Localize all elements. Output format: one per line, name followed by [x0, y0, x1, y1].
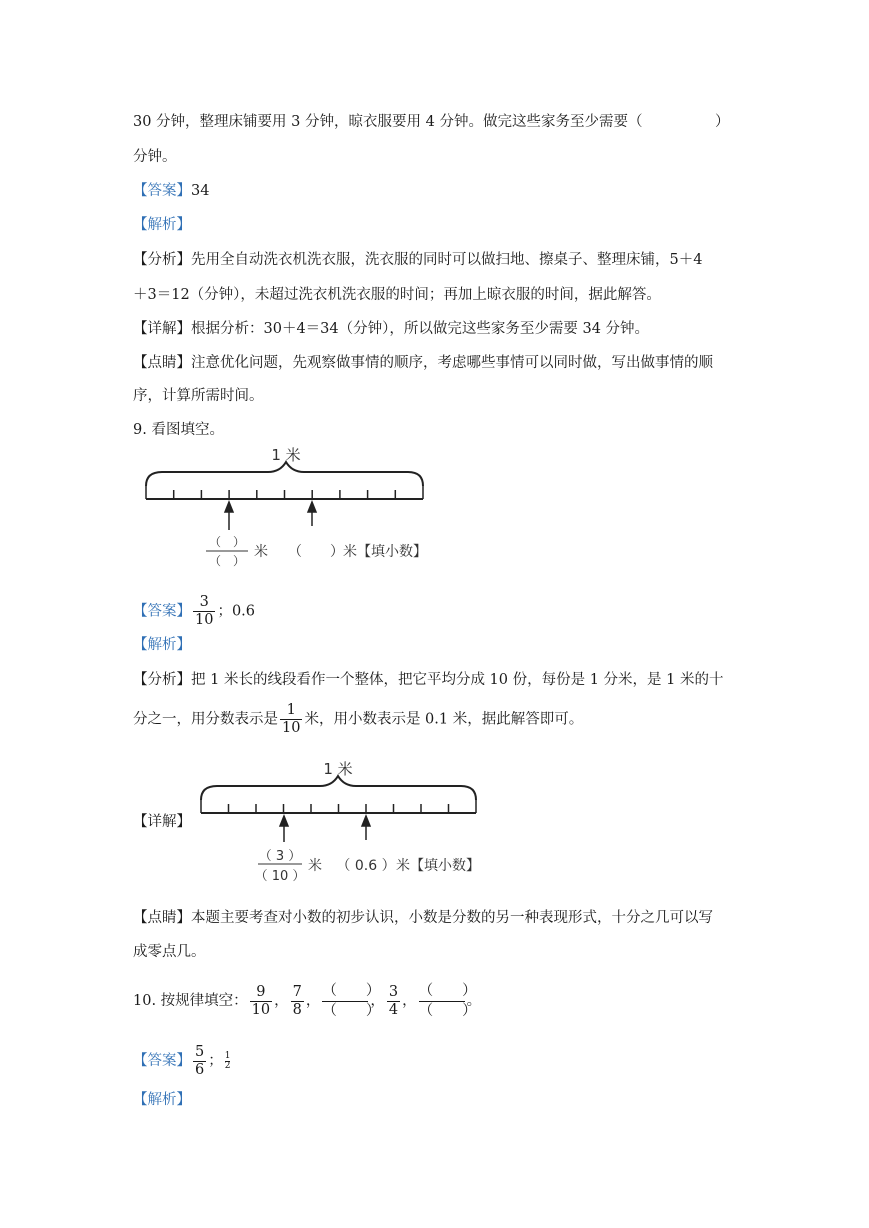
q8-jiexi-tag: 【解析】 [133, 217, 191, 233]
unit-label: 米 [254, 544, 268, 560]
q8-fenxi-line1: 【分析】先用全自动洗衣机洗衣服，洗衣服的同时可以做扫地、擦桌子、整理床铺，5＋4 [133, 252, 703, 268]
answer-frac-bottom: （ 10 ） [254, 869, 306, 884]
decimal-answer: （ 0.6 ） [336, 858, 396, 874]
q10-title: 10. 按规律填空： $\frac{9}{10}$ ， $\frac{7}{8}$ ， $\frac{( )}{( )}$ ， $\frac{3}{4}$ ， $\frac{( )}{( )}$ 。 [133, 982, 482, 1019]
ruler-ticks [146, 486, 423, 499]
answer-tag: 【答案】 [133, 1053, 191, 1069]
arrow-up-icon [308, 502, 316, 526]
q9-dianjing-line1: 【点睛】本题主要考查对小数的初步认识，小数是分数的另一种表现形式，十分之几可以写 [133, 910, 713, 926]
q8-dianjing-line1: 【点睛】注意优化问题，先观察做事情的顺序，考虑哪些事情可以同时做，写出做事情的顺 [133, 355, 713, 371]
fraction-7-8: $\frac{7}{8}$ [292, 983, 302, 1018]
blank-decimal: （ ） [288, 544, 344, 560]
q9-jiexi-tag: 【解析】 [133, 637, 191, 653]
q8-text-line1: 30 分钟，整理床铺要用 3 分钟，晾衣服要用 4 分钟。做完这些家务至少需要（ ） [133, 114, 730, 130]
dianjing-tag: 【点睛】 [133, 910, 191, 926]
figure-label-1m: 1 米 [271, 446, 301, 464]
blank-fraction: $\frac{( )}{( )}$ [322, 982, 381, 1019]
fraction-3-4: $\frac{3}{4}$ [388, 983, 399, 1018]
answer-fraction: $\frac{5}{6}$ [195, 1043, 205, 1078]
q8-xiangjie: 【详解】根据分析：30＋4＝34（分钟），所以做完这些家务至少需要 34 分钟。 [133, 321, 650, 337]
q8-dianjing-line2: 序，计算所需时间。 [133, 388, 264, 404]
answer-tag: 【答案】 [133, 183, 191, 199]
unit-hint: 米【填小数】 [343, 544, 427, 560]
dianjing-tag: 【点睛】 [133, 355, 191, 371]
q9-title: 9. 看图填空。 [133, 422, 224, 438]
answer-tag: 【答案】 [133, 603, 191, 620]
brace-icon [146, 462, 423, 486]
q8-text-line2: 分钟。 [133, 149, 177, 165]
fraction-9-10: $\frac{9}{10}$ [251, 983, 271, 1018]
answer-fraction-small: $\frac{1}{2}$ [224, 1050, 231, 1071]
q9-fenxi-line2: 分之一，用分数表示是 $\frac{1}{10}$ 米，用小数表示是 0.1 米，据此解答即可。 [133, 702, 584, 736]
figure-label-1m: 1 米 [323, 760, 353, 778]
blank-fraction: $\frac{( )}{( )}$ [418, 982, 477, 1019]
answer-frac-top: （ 3 ） [258, 849, 302, 864]
unit-hint: 米【填小数】 [396, 858, 480, 874]
q10-answer: 【答案】 $\frac{5}{6}$ ； $\frac{1}{2}$ [133, 1043, 231, 1078]
q9-fenxi-line1: 【分析】把 1 米长的线段看作一个整体，把它平均分成 10 份，每份是 1 分米，是 1 米的十 [133, 672, 724, 688]
arrow-up-icon [280, 816, 288, 842]
q9-xiangjie-tag: 【详解】 [133, 814, 191, 830]
q8-answer [133, 181, 209, 201]
answer-fraction: $\frac{3}{10}$ [195, 594, 214, 628]
q9-answer-ruler-figure [196, 756, 506, 891]
arrow-up-icon [362, 816, 370, 840]
blank-frac-bottom: （ ） [208, 554, 246, 568]
brace-icon [201, 776, 476, 800]
fenxi-fraction: $\frac{1}{10}$ [282, 702, 301, 736]
arrow-up-icon [225, 502, 233, 530]
q10-jiexi-tag: 【解析】 [133, 1092, 191, 1108]
q9-dianjing-line2: 成零点几。 [133, 944, 206, 960]
unit-label: 米 [308, 858, 322, 874]
q8-fenxi-line2: ＋3＝12（分钟），未超过洗衣机洗衣服的时间；再加上晾衣服的时间，据此解答。 [133, 287, 661, 303]
answer-value: 34 [191, 183, 210, 199]
xiangjie-tag: 【详解】 [133, 321, 191, 337]
ruler-ticks [201, 800, 476, 813]
q9-answer: 【答案】 $\frac{3}{10}$ ；0.6 [133, 594, 256, 628]
blank-frac-top: （ ） [208, 535, 246, 549]
fenxi-tag: 【分析】 [133, 672, 191, 688]
fenxi-tag: 【分析】 [133, 252, 191, 268]
q9-ruler-figure [140, 440, 450, 575]
